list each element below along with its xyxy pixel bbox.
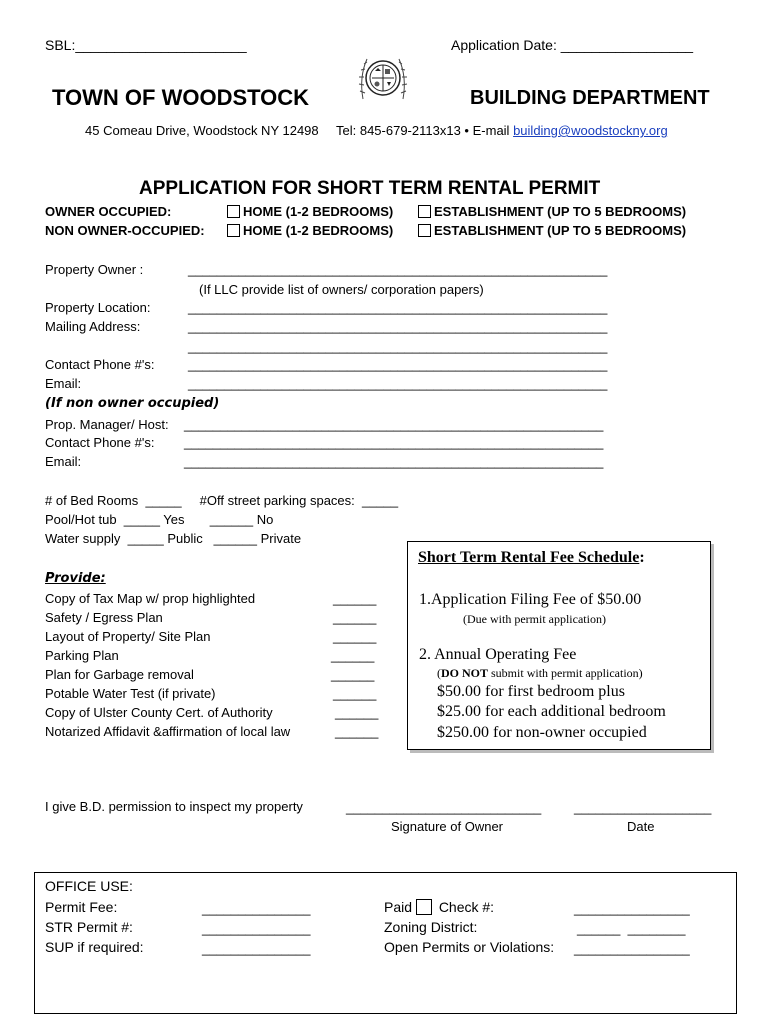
provide-item: Safety / Egress Plan	[45, 610, 163, 625]
email-label: E-mail	[472, 123, 510, 138]
date-label: Date	[627, 819, 655, 834]
non-owner-home-option[interactable]	[227, 223, 393, 238]
paid-label: Paid	[384, 899, 413, 915]
signature-label: Signature of Owner	[391, 819, 504, 834]
annual-fee-note-rest: submit with permit application)	[488, 666, 643, 680]
str-permit-label: STR Permit #:	[45, 919, 133, 935]
provide-check-blank[interactable]: ______	[331, 648, 375, 663]
email-line[interactable]: __________________________________________________________	[188, 376, 608, 391]
email-field-label: Email:	[45, 376, 82, 391]
signature-line[interactable]: ___________________________	[346, 800, 542, 815]
mailing-address-line-2[interactable]: __________________________________________________________	[188, 339, 608, 354]
provide-item: Parking Plan	[45, 648, 119, 663]
prop-manager-label: Prop. Manager/ Host:	[45, 417, 169, 432]
department-name: BUILDING DEPARTMENT	[470, 87, 710, 109]
permit-fee-line[interactable]: _______________	[202, 901, 311, 916]
contact-line	[336, 123, 668, 138]
paid-option[interactable]	[384, 899, 494, 915]
prop-manager-line[interactable]: __________________________________________________________	[184, 417, 604, 432]
address: 45 Comeau Drive, Woodstock NY 12498	[85, 123, 319, 138]
do-not-text: DO NOT	[441, 666, 489, 680]
water-supply-line[interactable]: Water supply _____ Public ______ Private	[45, 531, 302, 546]
bedrooms-parking-line[interactable]: # of Bed Rooms _____ #Off street parking spaces: _____	[45, 493, 399, 508]
non-owner-home-checkbox[interactable]	[227, 224, 240, 237]
fee-schedule-title	[418, 549, 645, 567]
email-link[interactable]: building@woodstockny.org	[513, 123, 668, 138]
application-date-field[interactable]: Application Date: _________________	[451, 37, 694, 53]
inspection-permission: I give B.D. permission to inspect my property	[45, 799, 303, 814]
date-line[interactable]: ___________________	[574, 800, 712, 815]
fee-schedule-title-text: Short Term Rental Fee Schedule	[418, 549, 640, 566]
non-owner-note: (If non owner occupied)	[45, 396, 220, 411]
provide-check-blank[interactable]: ______	[333, 610, 377, 625]
property-location-label: Property Location:	[45, 300, 151, 315]
telephone: Tel: 845-679-2113x13	[336, 123, 461, 138]
check-number-label: Check #:	[438, 899, 495, 915]
owner-home-option[interactable]	[227, 204, 393, 219]
provide-check-blank[interactable]: ______	[331, 667, 375, 682]
check-number-line[interactable]: ________________	[574, 901, 690, 916]
non-owner-establishment-option[interactable]	[418, 223, 686, 238]
provide-check-blank[interactable]: ______	[333, 629, 377, 644]
provide-check-blank[interactable]: ______	[333, 591, 377, 606]
owner-establishment-label: ESTABLISHMENT (UP TO 5 BEDROOMS)	[434, 204, 687, 219]
pool-hot-tub-line[interactable]: Pool/Hot tub _____ Yes ______ No	[45, 512, 274, 527]
sup-label: SUP if required:	[45, 939, 144, 955]
owner-establishment-option[interactable]	[418, 204, 686, 219]
rate-first-bedroom: $50.00 for first bedroom plus	[437, 683, 625, 700]
mailing-address-label: Mailing Address:	[45, 319, 141, 334]
town-name: TOWN OF WOODSTOCK	[52, 85, 310, 110]
non-owner-establishment-label: ESTABLISHMENT (UP TO 5 BEDROOMS)	[434, 223, 687, 238]
open-permits-label: Open Permits or Violations:	[384, 939, 555, 955]
open-permits-line[interactable]: ________________	[574, 941, 690, 956]
fee-schedule-colon: :	[639, 549, 645, 566]
manager-phone-label: Contact Phone #'s:	[45, 435, 155, 450]
str-permit-line[interactable]: _______________	[202, 921, 311, 936]
permit-fee-label: Permit Fee:	[45, 899, 118, 915]
owner-home-checkbox[interactable]	[227, 205, 240, 218]
provide-item: Copy of Ulster County Cert. of Authority	[45, 705, 273, 720]
form-title: APPLICATION FOR SHORT TERM RENTAL PERMIT	[139, 178, 601, 199]
owner-occupied-label: OWNER OCCUPIED:	[45, 204, 172, 219]
zoning-district-label: Zoning District:	[384, 919, 478, 935]
owner-establishment-checkbox[interactable]	[418, 205, 431, 218]
contact-phone-label: Contact Phone #'s:	[45, 357, 155, 372]
manager-email-line[interactable]: __________________________________________________________	[184, 454, 604, 469]
property-owner-line[interactable]: __________________________________________________________	[188, 262, 608, 277]
mailing-address-line[interactable]: __________________________________________________________	[188, 319, 608, 334]
provide-heading: Provide:	[45, 571, 106, 586]
bullet-icon: •	[464, 123, 469, 138]
contact-phone-line[interactable]: __________________________________________________________	[188, 357, 608, 372]
paid-checkbox[interactable]	[416, 899, 432, 915]
sbl-field[interactable]: SBL:______________________	[45, 37, 247, 53]
provide-item: Layout of Property/ Site Plan	[45, 629, 211, 644]
manager-email-label: Email:	[45, 454, 82, 469]
filing-fee: 1.Application Filing Fee of $50.00	[419, 591, 642, 608]
non-owner-occupied-label: NON OWNER-OCCUPIED:	[45, 223, 205, 238]
provide-check-blank[interactable]: ______	[335, 705, 379, 720]
annual-operating-fee: 2. Annual Operating Fee	[419, 646, 577, 663]
provide-item: Plan for Garbage removal	[45, 667, 194, 682]
non-owner-home-label: HOME (1-2 BEDROOMS)	[243, 223, 394, 238]
llc-note: (If LLC provide list of owners/ corporation papers)	[199, 282, 484, 297]
property-owner-label: Property Owner :	[45, 262, 144, 277]
provide-check-blank[interactable]: ______	[335, 724, 379, 739]
property-location-line[interactable]: __________________________________________________________	[188, 300, 608, 315]
owner-home-label: HOME (1-2 BEDROOMS)	[243, 204, 394, 219]
annual-fee-note-open: (	[437, 666, 441, 680]
filing-fee-note: (Due with permit application)	[463, 612, 606, 626]
office-use-heading: OFFICE USE:	[45, 878, 133, 894]
manager-phone-line[interactable]: __________________________________________________________	[184, 435, 604, 450]
rate-non-owner: $250.00 for non-owner occupied	[437, 724, 647, 741]
provide-check-blank[interactable]: ______	[333, 686, 377, 701]
zoning-district-line[interactable]: ______ ________	[577, 921, 686, 936]
provide-item: Notarized Affidavit &affirmation of local law	[45, 724, 291, 739]
town-seal-icon	[357, 49, 409, 107]
provide-item: Potable Water Test (if private)	[45, 686, 216, 701]
sup-line[interactable]: _______________	[202, 941, 311, 956]
rate-additional-bedroom: $25.00 for each additional bedroom	[437, 703, 666, 720]
provide-item: Copy of Tax Map w/ prop highlighted	[45, 591, 256, 606]
annual-fee-note	[437, 666, 643, 681]
non-owner-establishment-checkbox[interactable]	[418, 224, 431, 237]
